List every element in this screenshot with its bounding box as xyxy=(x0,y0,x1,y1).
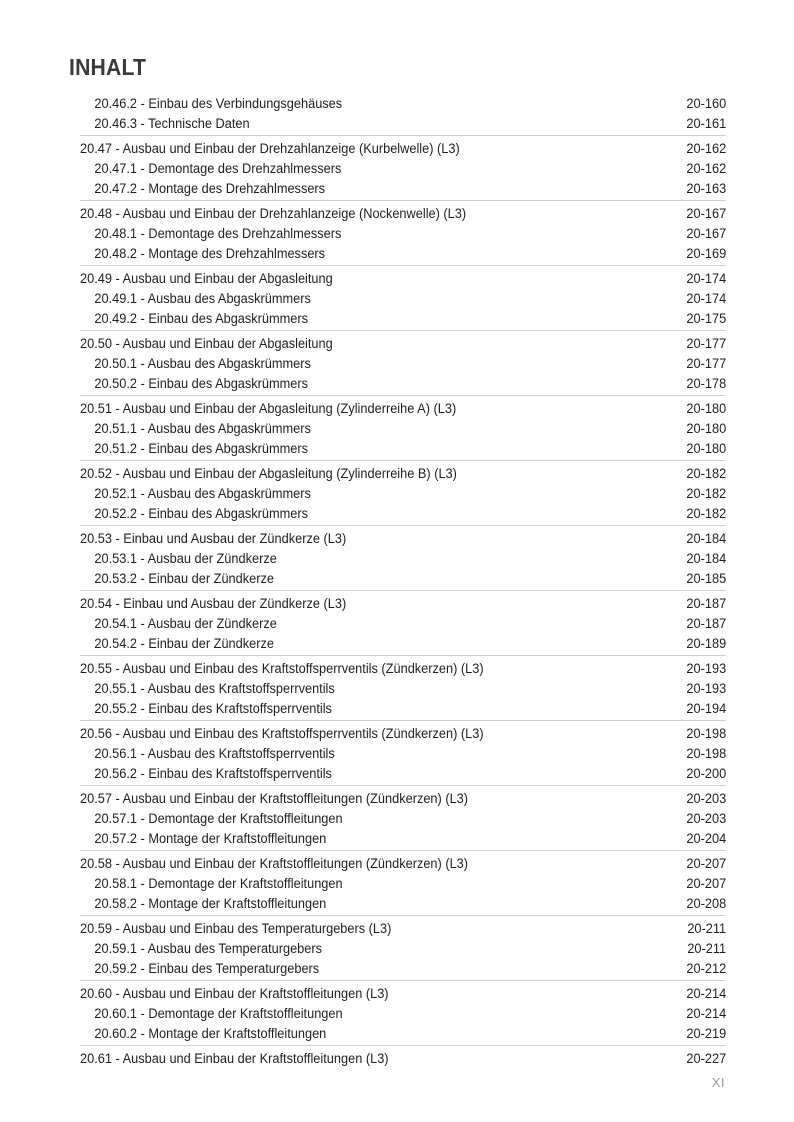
toc-entry-page: 20-193 xyxy=(686,681,726,697)
toc-entry-page: 20-182 xyxy=(686,466,726,482)
toc-entry-page: 20-177 xyxy=(686,336,726,352)
toc-subsection-entry[interactable] xyxy=(80,809,726,829)
toc-entry-page: 20-200 xyxy=(686,766,726,782)
toc-section xyxy=(80,395,726,460)
toc-entry-page: 20-207 xyxy=(686,876,726,892)
toc-entry-title: 20.53.1 - Ausbau der Zündkerze xyxy=(94,551,277,567)
toc-entry-title: 20.61 - Ausbau und Einbau der Kraftstoffleitungen (L3) xyxy=(80,1051,389,1067)
toc-entry-title: 20.49.2 - Einbau des Abgaskrümmers xyxy=(94,311,309,327)
toc-entry-title: 20.54.1 - Ausbau der Zündkerze xyxy=(94,616,277,632)
toc-chapter-entry[interactable] xyxy=(80,594,726,614)
toc-section xyxy=(80,330,726,395)
toc-entry-page: 20-187 xyxy=(686,616,726,632)
toc-entry-page: 20-185 xyxy=(686,571,726,587)
toc-chapter-entry[interactable] xyxy=(80,984,726,1004)
toc-subsection-entry[interactable] xyxy=(80,1004,726,1024)
toc-entry-page: 20-203 xyxy=(686,811,726,827)
toc-entry-title: 20.50.1 - Ausbau des Abgaskrümmers xyxy=(94,356,311,372)
toc-chapter-entry[interactable] xyxy=(80,334,726,354)
toc-section xyxy=(80,1045,726,1070)
toc-entry-page: 20-204 xyxy=(686,831,726,847)
toc-subsection-entry[interactable] xyxy=(80,504,726,524)
toc-subsection-entry[interactable] xyxy=(80,309,726,329)
toc-chapter-entry[interactable] xyxy=(80,789,726,809)
toc-entry-page: 20-162 xyxy=(686,161,726,177)
toc-entry-page: 20-198 xyxy=(686,746,726,762)
toc-entry-page: 20-162 xyxy=(686,141,726,157)
toc-entry-page: 20-167 xyxy=(686,226,726,242)
toc-entry-page: 20-194 xyxy=(686,701,726,717)
toc-entry-title: 20.59.2 - Einbau des Temperaturgebers xyxy=(94,961,320,977)
toc-entry-title: 20.58.1 - Demontage der Kraftstoffleitungen xyxy=(94,876,343,892)
toc-entry-title: 20.59 - Ausbau und Einbau des Temperaturgebers (L3) xyxy=(80,921,392,937)
toc-section xyxy=(80,590,726,655)
toc-section xyxy=(80,525,726,590)
toc-entry-title: 20.52.2 - Einbau des Abgaskrümmers xyxy=(94,506,309,522)
toc-entry-page: 20-180 xyxy=(686,401,726,417)
page-title: INHALT xyxy=(69,54,147,80)
toc-entry-title: 20.53 - Einbau und Ausbau der Zündkerze (L3) xyxy=(80,531,347,547)
toc-subsection-entry[interactable] xyxy=(80,829,726,849)
toc-subsection-entry[interactable] xyxy=(80,549,726,569)
toc-subsection-entry[interactable] xyxy=(80,484,726,504)
toc-entry-title: 20.54.2 - Einbau der Zündkerze xyxy=(94,636,274,652)
toc-subsection-entry[interactable] xyxy=(80,679,726,699)
toc-entry-title: 20.60 - Ausbau und Einbau der Kraftstoffleitungen (L3) xyxy=(80,986,389,1002)
toc-entry-page: 20-180 xyxy=(686,421,726,437)
toc-chapter-entry[interactable] xyxy=(80,724,726,744)
toc-entry-title: 20.52.1 - Ausbau des Abgaskrümmers xyxy=(94,486,311,502)
toc-chapter-entry[interactable] xyxy=(80,854,726,874)
toc-entry-page: 20-227 xyxy=(686,1051,726,1067)
toc-subsection-entry[interactable] xyxy=(80,94,726,114)
toc-entry-page: 20-178 xyxy=(686,376,726,392)
toc-entry-title: 20.47.2 - Montage des Drehzahlmessers xyxy=(94,181,326,197)
toc-entry-title: 20.51 - Ausbau und Einbau der Abgasleitung (Zylinderreihe A) (L3) xyxy=(80,401,457,417)
toc-entry-page: 20-219 xyxy=(686,1026,726,1042)
toc-subsection-entry[interactable] xyxy=(80,959,726,979)
toc-subsection-entry[interactable] xyxy=(80,894,726,914)
toc-subsection-entry[interactable] xyxy=(80,419,726,439)
toc-entry-page: 20-160 xyxy=(686,96,726,112)
toc-entry-page: 20-174 xyxy=(686,271,726,287)
toc-entry-title: 20.55 - Ausbau und Einbau des Kraftstoffsperrventils (Zündkerzen) (L3) xyxy=(80,661,484,677)
page-number: XI xyxy=(711,1075,725,1090)
toc-entry-title: 20.47 - Ausbau und Einbau der Drehzahlanzeige (Kurbelwelle) (L3) xyxy=(80,141,460,157)
toc-entry-page: 20-177 xyxy=(686,356,726,372)
toc-subsection-entry[interactable] xyxy=(80,439,726,459)
toc-entry-title: 20.51.1 - Ausbau des Abgaskrümmers xyxy=(94,421,311,437)
toc-entry-page: 20-161 xyxy=(686,116,726,132)
toc-entry-page: 20-211 xyxy=(687,921,726,937)
toc-entry-title: 20.47.1 - Demontage des Drehzahlmessers xyxy=(94,161,342,177)
toc-entry-page: 20-211 xyxy=(687,941,726,957)
toc-chapter-entry[interactable] xyxy=(80,399,726,419)
toc-chapter-entry[interactable] xyxy=(80,269,726,289)
toc-subsection-entry[interactable] xyxy=(80,179,726,199)
toc-entry-page: 20-182 xyxy=(686,486,726,502)
toc-entry-title: 20.60.2 - Montage der Kraftstoffleitungen xyxy=(94,1026,327,1042)
toc-entry-title: 20.51.2 - Einbau des Abgaskrümmers xyxy=(94,441,309,457)
toc-entry-title: 20.46.2 - Einbau des Verbindungsgehäuses xyxy=(94,96,343,112)
toc-chapter-entry[interactable] xyxy=(80,204,726,224)
toc-entry-title: 20.49 - Ausbau und Einbau der Abgasleitung xyxy=(80,271,333,287)
toc-entry-title: 20.57 - Ausbau und Einbau der Kraftstoffleitungen (Zündkerzen) (L3) xyxy=(80,791,469,807)
toc-section xyxy=(80,460,726,525)
toc-chapter-entry[interactable] xyxy=(80,464,726,484)
toc-subsection-entry[interactable] xyxy=(80,244,726,264)
toc-section xyxy=(80,720,726,785)
toc-entry-page: 20-189 xyxy=(686,636,726,652)
toc-entry-page: 20-182 xyxy=(686,506,726,522)
toc-chapter-entry[interactable] xyxy=(80,139,726,159)
toc-subsection-entry[interactable] xyxy=(80,289,726,309)
toc-entry-page: 20-184 xyxy=(686,551,726,567)
toc-subsection-entry[interactable] xyxy=(80,699,726,719)
toc-chapter-entry[interactable] xyxy=(80,659,726,679)
toc-subsection-entry[interactable] xyxy=(80,744,726,764)
table-of-contents xyxy=(80,94,726,1070)
toc-entry-page: 20-208 xyxy=(686,896,726,912)
toc-subsection-entry[interactable] xyxy=(80,569,726,589)
toc-entry-page: 20-212 xyxy=(686,961,726,977)
toc-entry-page: 20-163 xyxy=(686,181,726,197)
toc-section xyxy=(80,265,726,330)
toc-entry-title: 20.50 - Ausbau und Einbau der Abgasleitung xyxy=(80,336,333,352)
toc-section xyxy=(80,915,726,980)
toc-chapter-entry[interactable] xyxy=(80,1049,726,1069)
toc-entry-title: 20.46.3 - Technische Daten xyxy=(94,116,250,132)
toc-entry-title: 20.52 - Ausbau und Einbau der Abgasleitung (Zylinderreihe B) (L3) xyxy=(80,466,457,482)
toc-section xyxy=(80,980,726,1045)
toc-entry-title: 20.57.2 - Montage der Kraftstoffleitungen xyxy=(94,831,327,847)
toc-entry-title: 20.58 - Ausbau und Einbau der Kraftstoffleitungen (Zündkerzen) (L3) xyxy=(80,856,469,872)
toc-entry-title: 20.59.1 - Ausbau des Temperaturgebers xyxy=(94,941,323,957)
toc-entry-title: 20.48 - Ausbau und Einbau der Drehzahlanzeige (Nockenwelle) (L3) xyxy=(80,206,467,222)
toc-subsection-entry[interactable] xyxy=(80,614,726,634)
toc-entry-title: 20.48.1 - Demontage des Drehzahlmessers xyxy=(94,226,342,242)
toc-entry-page: 20-203 xyxy=(686,791,726,807)
toc-entry-title: 20.49.1 - Ausbau des Abgaskrümmers xyxy=(94,291,311,307)
toc-entry-title: 20.54 - Einbau und Ausbau der Zündkerze (L3) xyxy=(80,596,347,612)
toc-entry-title: 20.60.1 - Demontage der Kraftstoffleitungen xyxy=(94,1006,343,1022)
toc-entry-title: 20.58.2 - Montage der Kraftstoffleitungen xyxy=(94,896,327,912)
toc-subsection-entry[interactable] xyxy=(80,1024,726,1044)
toc-entry-title: 20.56.1 - Ausbau des Kraftstoffsperrventils xyxy=(94,746,335,762)
toc-entry-page: 20-174 xyxy=(686,291,726,307)
toc-entry-page: 20-214 xyxy=(686,986,726,1002)
toc-entry-title: 20.48.2 - Montage des Drehzahlmessers xyxy=(94,246,326,262)
toc-subsection-entry[interactable] xyxy=(80,159,726,179)
toc-subsection-entry[interactable] xyxy=(80,874,726,894)
toc-entry-title: 20.57.1 - Demontage der Kraftstoffleitungen xyxy=(94,811,343,827)
toc-subsection-entry[interactable] xyxy=(80,374,726,394)
toc-entry-page: 20-193 xyxy=(686,661,726,677)
toc-chapter-entry[interactable] xyxy=(80,919,726,939)
toc-entry-page: 20-180 xyxy=(686,441,726,457)
toc-subsection-entry[interactable] xyxy=(80,114,726,134)
toc-entry-title: 20.55.2 - Einbau des Kraftstoffsperrventils xyxy=(94,701,332,717)
toc-entry-title: 20.50.2 - Einbau des Abgaskrümmers xyxy=(94,376,309,392)
toc-entry-page: 20-175 xyxy=(686,311,726,327)
toc-entry-page: 20-198 xyxy=(686,726,726,742)
toc-entry-title: 20.56.2 - Einbau des Kraftstoffsperrventils xyxy=(94,766,332,782)
toc-chapter-entry[interactable] xyxy=(80,529,726,549)
toc-entry-title: 20.55.1 - Ausbau des Kraftstoffsperrventils xyxy=(94,681,335,697)
toc-subsection-entry[interactable] xyxy=(80,764,726,784)
toc-section xyxy=(80,94,726,135)
toc-entry-page: 20-184 xyxy=(686,531,726,547)
toc-entry-title: 20.56 - Ausbau und Einbau des Kraftstoffsperrventils (Zündkerzen) (L3) xyxy=(80,726,484,742)
toc-subsection-entry[interactable] xyxy=(80,634,726,654)
toc-entry-page: 20-214 xyxy=(686,1006,726,1022)
toc-entry-page: 20-207 xyxy=(686,856,726,872)
toc-section xyxy=(80,655,726,720)
toc-section xyxy=(80,135,726,200)
toc-section xyxy=(80,850,726,915)
toc-entry-title: 20.53.2 - Einbau der Zündkerze xyxy=(94,571,274,587)
toc-entry-page: 20-167 xyxy=(686,206,726,222)
toc-entry-page: 20-187 xyxy=(686,596,726,612)
toc-section xyxy=(80,200,726,265)
toc-entry-page: 20-169 xyxy=(686,246,726,262)
toc-section xyxy=(80,785,726,850)
toc-subsection-entry[interactable] xyxy=(80,354,726,374)
toc-subsection-entry[interactable] xyxy=(80,224,726,244)
toc-subsection-entry[interactable] xyxy=(80,939,726,959)
